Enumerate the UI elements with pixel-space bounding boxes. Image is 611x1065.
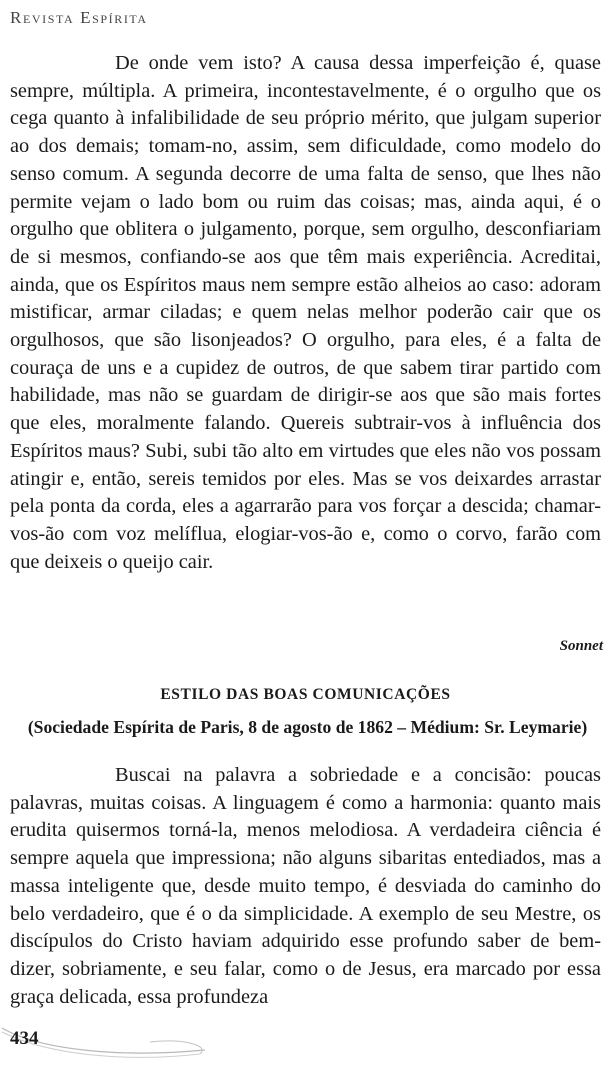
body-paragraph: Buscai na palavra a sobriedade e a concisão: poucas palavras, muitas coisas. A linguagem é como a harmonia: quanto mais erudita quisermos torná-la, menos melodiosa. A verdadeira ciência é sempre aquela que impressiona; não alguns sibaritas entediados, mas a massa inteligente que, desde muito tempo, é desviada do caminho do belo verdadeiro, que é o da simplicidade. A exemplo de seu Mestre, os discípulos do Cristo haviam adquirido esse profundo saber de bem-dizer, sobriamente, e seu falar, como o de Jesus, era marcado por essa graça delicada, essa profundeza [10, 764, 601, 1008]
section-title: ESTILO DAS BOAS COMUNICAÇÕES [160, 686, 451, 703]
page-number: 434 [10, 1028, 39, 1049]
section-subtitle: (Sociedade Espírita de Paris, 8 de agosto de 1862 – Médium: Sr. Leymarie) [27, 717, 588, 737]
running-header: Revista Espírita [10, 8, 148, 27]
body-paragraph: De onde vem isto? A causa dessa imperfeição é, quase sempre, múltipla. A primeira, incontestavelmente, é o orgulho que os cega quanto à infalibilidade de seu próprio mérito, que julgam superior ao dos demais; tomam-no, assim, sem dificuldade, como modelo do senso comum. A segunda decorre de uma falta de senso, que lhes não permite vejam o lado bom ou ruim das coisas; mas, ainda aqui, é o orgulho que oblitera o julgamento, porque, sem orgulho, desconfiariam de si mesmos, confiando-se aos que têm mais experiência. Acreditai, ainda, que os Espíritos maus nem sempre estão alheios ao caso: adoram mistificar, armar ciladas; e quem nelas melhor poderão cair que os orgulhosos, que são lisonjeados? O orgulho, para eles, é a falta de couraça de uns e a cupidez de outros, de que sabem tirar partido com habilidade, mas não se guardam de dirigir-se aos que são mais fortes que eles, moralmente falando. Quereis subtrair-vos à influência dos Espíritos maus? Subi, subi tão alto em virtudes que eles não vos possam atingir e, então, sereis temidos por eles. Mas se vos deixardes arrastar pela ponta da corda, eles a agarrarão para vos forçar a descida; chamar-vos-ão com voz melíflua, elogiar-vos-ão e, como o corvo, farão com que deixeis o queijo cair. [10, 52, 601, 573]
author-signature: Sonnet [559, 638, 603, 654]
